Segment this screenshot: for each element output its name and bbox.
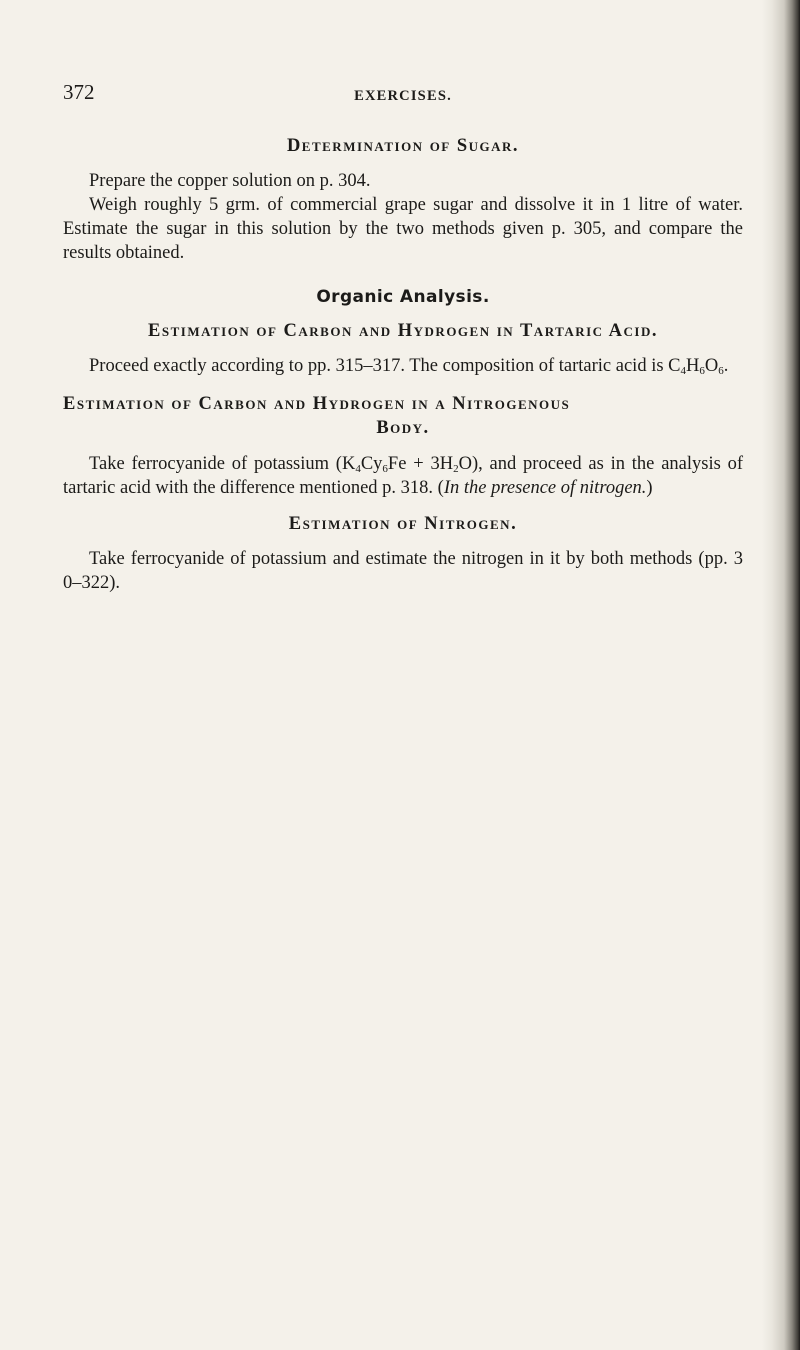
subscript-o: 6 <box>718 365 724 377</box>
heading-determination-of-sugar: Determination of Sugar. <box>286 136 520 156</box>
paragraph-nitrogen-text: Take ferrocyanide of potassium and estimate the nitrogen in it by both methods (pp. 3 0–322). <box>63 549 743 593</box>
nitrogenous-text-c: Fe + 3H <box>387 454 454 474</box>
nitrogenous-text-e: ) <box>646 478 653 498</box>
tartaric-text-c: O <box>704 356 719 376</box>
paragraph-copper-solution-text: Prepare the copper solution on p. 304. <box>89 171 371 191</box>
paragraph-grape-sugar-text: Weigh roughly 5 grm. of commercial grape sugar and dissolve it in 1 litre of water. Estimate the sugar in this solution by the two methods given p. 305, and compare the results obtained. <box>63 195 743 263</box>
paragraph-grape-sugar <box>63 193 743 265</box>
heading-tartaric-acid: Estimation of Carbon and Hydrogen in Tartaric Acid. <box>148 321 658 341</box>
book-gutter-shadow <box>762 0 800 1350</box>
subscript-h2: 2 <box>453 463 459 475</box>
paragraph-nitrogen <box>63 547 743 595</box>
heading-nitrogenous-line2: Body. <box>376 418 430 438</box>
paragraph-ferrocyanide <box>63 452 743 500</box>
page-number: 372 <box>63 80 95 104</box>
heading-estimation-of-nitrogen: Estimation of Nitrogen. <box>288 514 518 534</box>
page-header <box>63 80 743 110</box>
nitrogenous-text-b: Cy <box>360 454 383 474</box>
heading-nitrogenous-line1: Estimation of Carbon and Hydrogen in a Nitrogenous <box>63 394 571 414</box>
page-content <box>63 80 743 595</box>
subscript-k: 4 <box>355 463 361 475</box>
nitrogenous-text-a: Take ferrocyanide of potassium (K <box>89 454 356 474</box>
italic-note-nitrogen: In the presence of nitrogen. <box>443 478 647 498</box>
paragraph-copper-solution <box>63 169 743 193</box>
subscript-h: 6 <box>699 365 705 377</box>
tartaric-text-a: Proceed exactly according to pp. 315–317. The composition of tartaric acid is C <box>89 356 681 376</box>
running-head: EXERCISES. <box>354 88 452 104</box>
section-title-organic-analysis: Organic Analysis. <box>316 287 490 307</box>
nitrogenous-text-d: O), and proceed as in the analysis of tartaric acid with the difference mentioned p. 318. ( <box>63 454 744 498</box>
tartaric-text-b: H <box>686 356 700 376</box>
heading-nitrogenous-body <box>63 392 743 440</box>
tartaric-text-d: . <box>723 356 729 376</box>
paragraph-tartaric-acid <box>63 354 743 378</box>
subscript-cy: 6 <box>382 463 388 475</box>
subscript-c: 4 <box>680 365 686 377</box>
